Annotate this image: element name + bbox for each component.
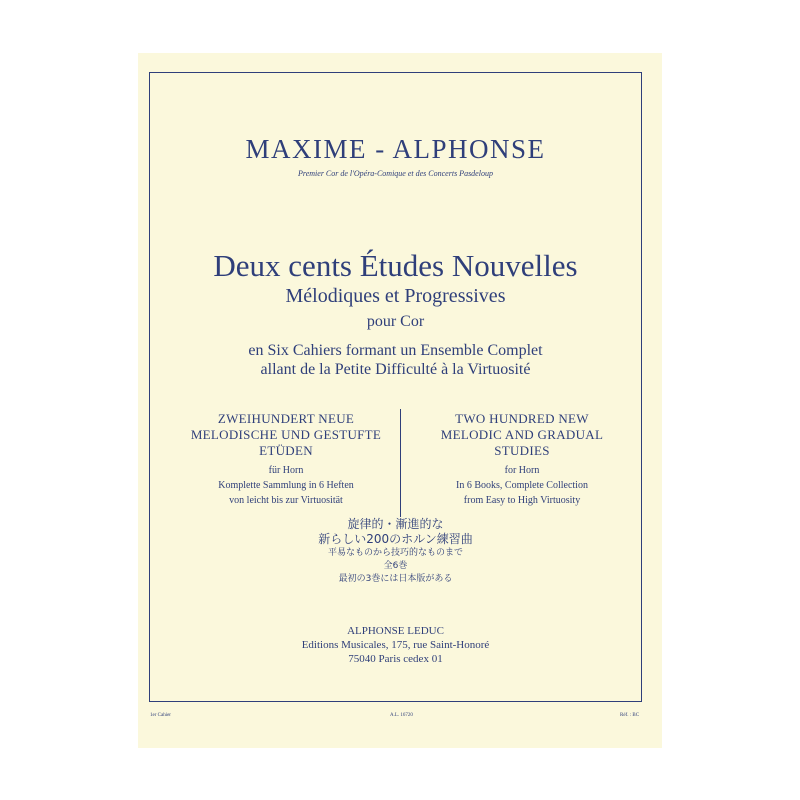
main-title: Deux cents Études Nouvelles — [213, 248, 578, 283]
english-heading-3: STUDIES — [494, 443, 550, 458]
german-heading-3: ETÜDEN — [259, 443, 313, 458]
japanese-line-1: 旋律的・漸進的な — [347, 517, 444, 531]
english-line-3: from Easy to High Virtuosity — [463, 495, 581, 506]
footer-volume: 1er Cahier — [150, 713, 171, 718]
publisher-address-1: Editions Musicales, 175, rue Saint-Honoré — [301, 639, 490, 651]
japanese-line-2: 新らしい200のホルン練習曲 — [318, 532, 473, 546]
german-line-2: Komplette Sammlung in 6 Heften — [218, 480, 354, 491]
german-heading-1: ZWEIHUNDERT NEUE — [217, 411, 355, 426]
cover-border-frame — [149, 72, 642, 702]
english-line-1: for Horn — [504, 465, 540, 476]
instrument-line: pour Cor — [366, 313, 425, 330]
german-heading-2: MELODISCHE UND GESTUFTE — [190, 427, 382, 442]
german-line-1: für Horn — [268, 465, 304, 476]
footer-reference: Réf. : BC — [620, 713, 640, 718]
japanese-line-3: 平易なものから技巧的なものまで — [327, 548, 463, 558]
column-divider — [400, 409, 401, 517]
main-title-line2: Mélodiques et Progressives — [285, 285, 506, 307]
english-heading-2: MELODIC AND GRADUAL — [440, 427, 604, 442]
footer-catalog-number: A.L. 16720 — [390, 713, 413, 718]
publisher-address-2: 75040 Paris cedex 01 — [348, 653, 443, 665]
german-line-3: von leicht bis zur Virtuosität — [229, 495, 343, 506]
composer-name: MAXIME - ALPHONSE — [245, 134, 546, 164]
english-line-2: In 6 Books, Complete Collection — [456, 480, 588, 491]
sets-description-line1: en Six Cahiers formant un Ensemble Complet — [248, 342, 543, 359]
publisher-name: ALPHONSE LEDUC — [347, 625, 444, 637]
japanese-line-4: 全6巻 — [383, 561, 408, 571]
english-heading-1: TWO HUNDRED NEW — [455, 411, 589, 426]
japanese-line-5: 最初の3巻には日本版がある — [338, 574, 453, 584]
sets-description-line2: allant de la Petite Difficulté à la Virtuosité — [260, 361, 531, 378]
composer-subtitle: Premier Cor de l'Opéra-Comique et des Concerts Pasdeloup — [298, 169, 493, 178]
